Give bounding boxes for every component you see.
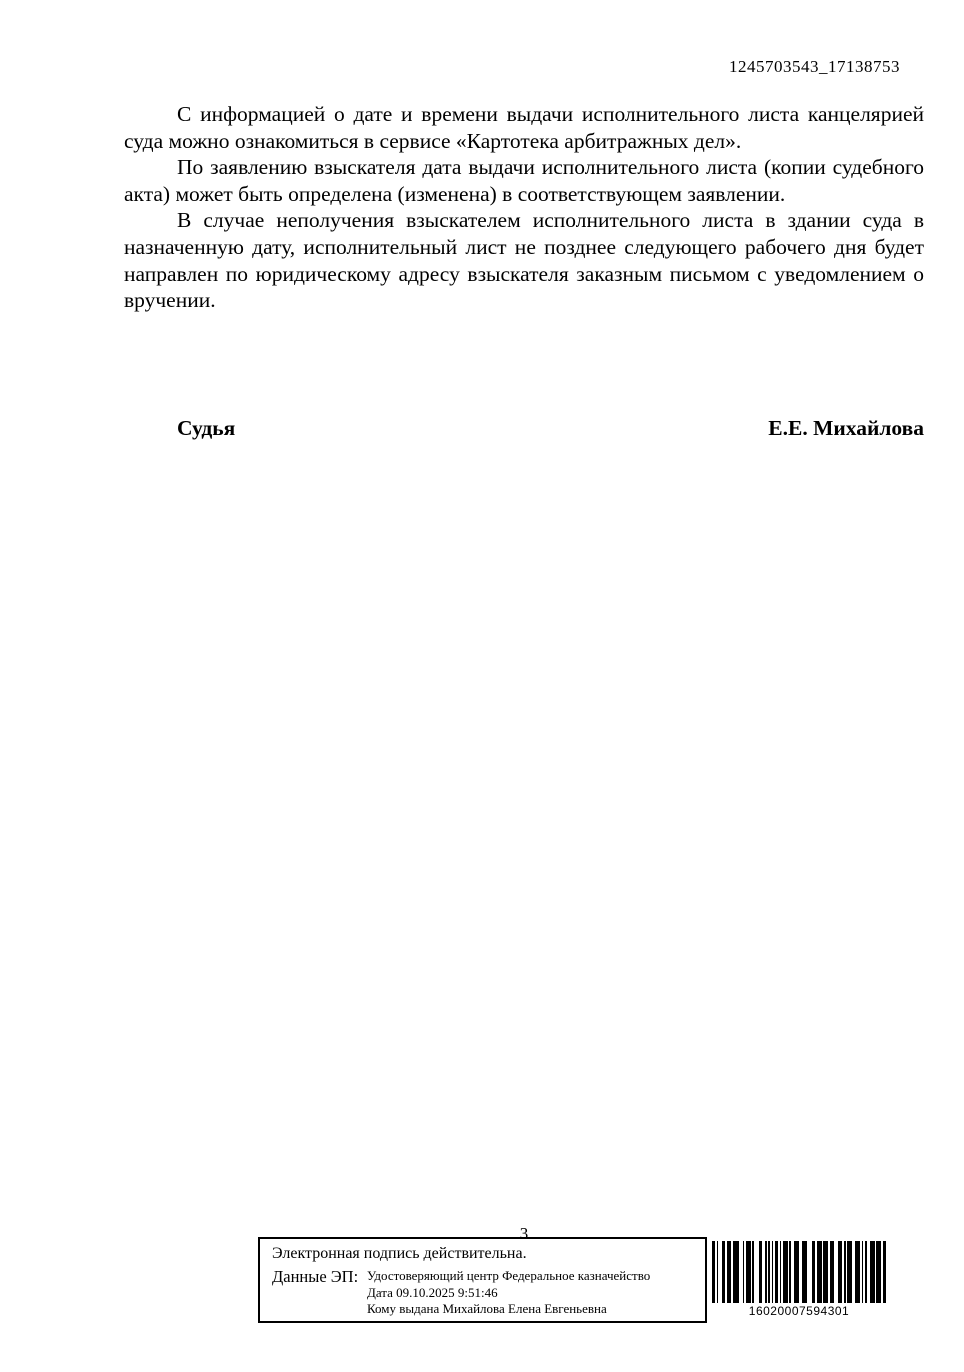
document-id-number: 1245703543_17138753 [729, 57, 900, 76]
paragraph-issue-date: По заявлению взыскателя дата выдачи исполнительного листа (копии судебного акта) может быть определена (изменена) в соответствующем заявлении. [124, 155, 924, 206]
barcode-number: 16020007594301 [748, 1304, 850, 1318]
stamp-validity-text: Электронная подпись действительна. [272, 1245, 527, 1262]
stamp-issued-to: Кому выдана Михайлова Елена Евгеньевна [367, 1301, 607, 1316]
stamp-data-label: Данные ЭП: [272, 1267, 359, 1286]
stamp-date: Дата 09.10.2025 9:51:46 [367, 1284, 498, 1300]
barcode-bars-icon [712, 1241, 886, 1303]
page-number: 3 [519, 1224, 529, 1243]
judge-role-label: Судья [177, 416, 236, 440]
stamp-data-row [272, 1268, 705, 1318]
stamp-certificate-authority: Удостоверяющий центр Федеральное казначейство [367, 1268, 651, 1283]
document-body [124, 101, 924, 314]
electronic-signature-stamp [258, 1237, 707, 1323]
stamp-details [367, 1268, 650, 1318]
barcode [712, 1241, 886, 1318]
paragraph-kad-info: С информацией о дате и времени выдачи исполнительного листа канцелярией суда можно ознакомиться в сервисе «Картотека арбитражных дел». [124, 102, 924, 153]
paragraph-mailing: В случае неполучения взыскателем исполнительного листа в здании суда в назначенную дату, исполнительный лист не позднее следующего рабочего дня будет направлен по юридическому адресу взыскателя заказным письмом с уведомлением о вручении. [124, 208, 924, 313]
judge-name: Е.Е. Михайлова [768, 416, 924, 440]
signature-row [124, 415, 924, 441]
